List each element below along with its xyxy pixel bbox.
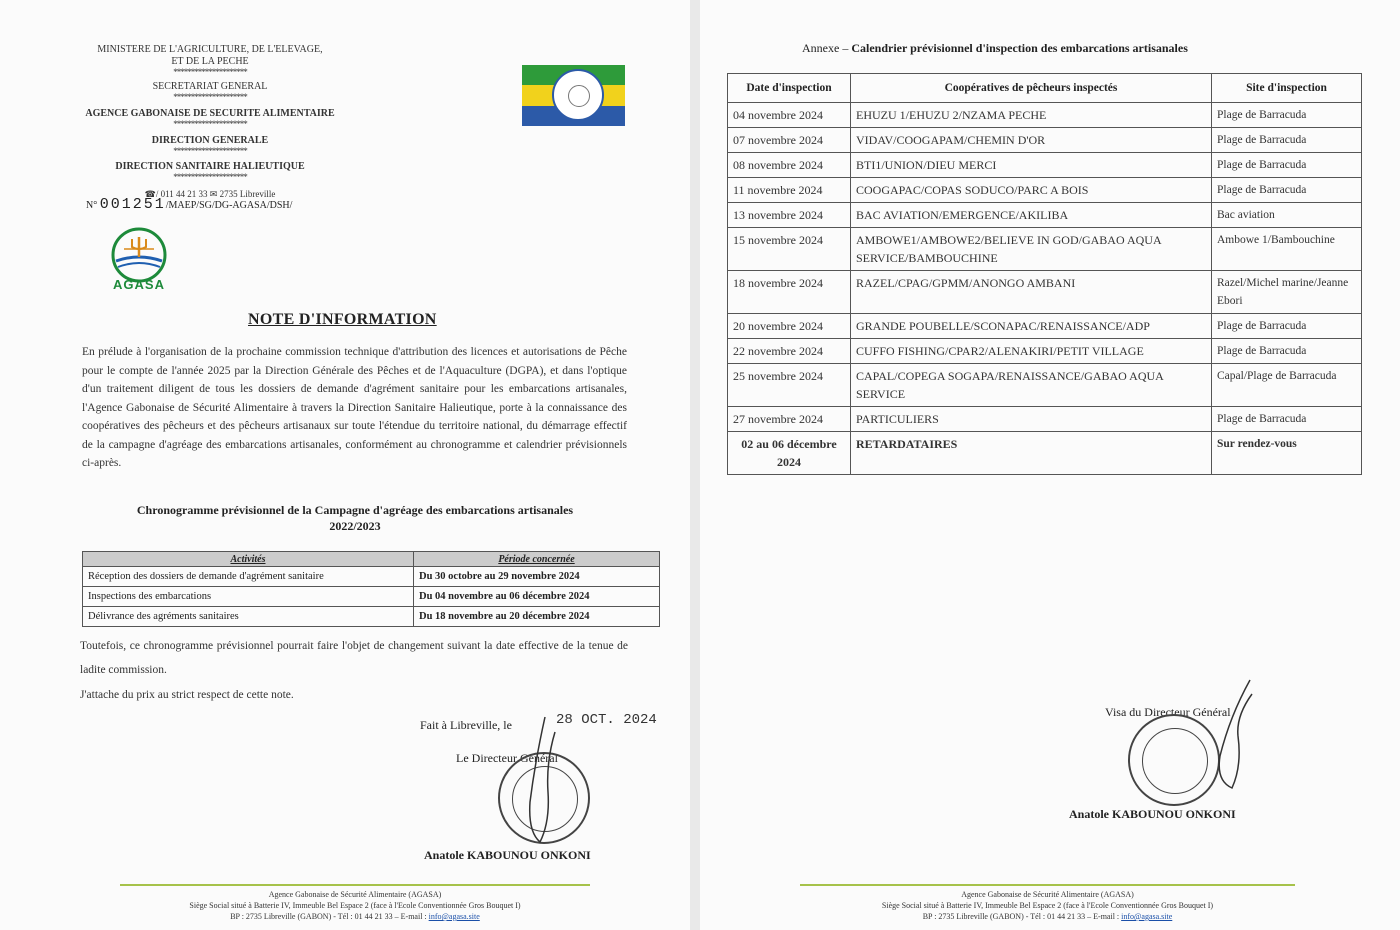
signatory-name: Anatole KABOUNOU ONKONI [1069, 807, 1236, 821]
footer-email-link[interactable]: info@agasa.site [1121, 912, 1173, 921]
date-cell: 08 novembre 2024 [728, 153, 851, 178]
footer-email-link[interactable]: info@agasa.site [428, 912, 480, 921]
gabon-flag-emblem [522, 65, 625, 126]
site-cell: Ambowe 1/Bambouchine [1212, 228, 1362, 271]
table-row [728, 364, 1362, 407]
footer-divider [120, 884, 590, 886]
date-cell: 04 novembre 2024 [728, 103, 851, 128]
activity-cell: Réception des dossiers de demande d'agrément sanitaire [83, 567, 414, 587]
footer-line: BP : 2735 Libreville (GABON) - Tél : 01 44 21 33 – E-mail : [922, 912, 1120, 921]
date-cell: 18 novembre 2024 [728, 271, 851, 314]
agasa-logo-text: AGASA [113, 277, 165, 292]
table-row [83, 567, 660, 587]
table-row [728, 432, 1362, 475]
director-title: Le Directeur Général [456, 751, 558, 765]
footer-divider [800, 884, 1295, 886]
direction-sanitaire: DIRECTION SANITAIRE HALIEUTIQUE [115, 161, 305, 172]
ref-number: 001251 [99, 196, 166, 213]
activity-cell: Inspections des embarcations [83, 587, 414, 607]
cooperatives-cell: VIDAV/COOGAPAM/CHEMIN D'OR [851, 128, 1212, 153]
column-header: Site d'inspection [1212, 74, 1362, 103]
signature-icon [500, 712, 580, 852]
date-cell: 20 novembre 2024 [728, 314, 851, 339]
ministry-name: MINISTERE DE L'AGRICULTURE, DE L'ELEVAGE, [97, 44, 323, 55]
site-cell: Plage de Barracuda [1212, 339, 1362, 364]
cooperatives-cell: AMBOWE1/AMBOWE2/BELIEVE IN GOD/GABAO AQUA SERVICE/BAMBOUCHINE [851, 228, 1212, 271]
inspection-calendar-table [727, 73, 1362, 475]
cooperatives-cell: PARTICULIERS [851, 407, 1212, 432]
date-cell: 13 novembre 2024 [728, 203, 851, 228]
date-cell: 25 novembre 2024 [728, 364, 851, 407]
ref-prefix: N° [86, 200, 98, 211]
site-cell: Plage de Barracuda [1212, 178, 1362, 203]
signature-icon [1180, 676, 1270, 796]
place-label: Fait à Libreville, le [420, 718, 512, 732]
site-cell: Capal/Plage de Barracuda [1212, 364, 1362, 407]
annexe-heading [802, 41, 1188, 56]
site-cell: Bac aviation [1212, 203, 1362, 228]
table-row [728, 228, 1362, 271]
table-row [728, 314, 1362, 339]
footer-line: Agence Gabonaise de Sécurité Alimentaire (AGASA) [961, 890, 1134, 899]
secretariat: SECRETARIAT GENERAL [152, 81, 268, 92]
date-stamp: 28 OCT. 2024 [556, 712, 657, 728]
table-row [728, 339, 1362, 364]
table-row [728, 203, 1362, 228]
chronogram-title [90, 502, 620, 534]
cooperatives-cell: COOGAPAC/COPAS SODUCO/PARC A BOIS [851, 178, 1212, 203]
agency-name: AGENCE GABONAISE DE SECURITE ALIMENTAIRE [85, 108, 335, 119]
site-cell: Plage de Barracuda [1212, 128, 1362, 153]
footer-line: Siège Social situé à Batterie IV, Immeuble Bel Espace 2 (face à l'Ecole Conventionnée Gros Bouquet I) [189, 901, 521, 910]
annexe-title: Calendrier prévisionnel d'inspection des embarcations artisanales [851, 41, 1188, 55]
signatory-name: Anatole KABOUNOU ONKONI [424, 848, 591, 862]
site-cell: Plage de Barracuda [1212, 407, 1362, 432]
agency-seal-icon [552, 69, 604, 121]
date-cell: 15 novembre 2024 [728, 228, 851, 271]
period-cell: Du 30 octobre au 29 novembre 2024 [414, 567, 660, 587]
date-cell: 22 novembre 2024 [728, 339, 851, 364]
cooperatives-cell: GRANDE POUBELLE/SCONAPAC/RENAISSANCE/ADP [851, 314, 1212, 339]
footer-line: Agence Gabonaise de Sécurité Alimentaire (AGASA) [268, 890, 442, 899]
separator: ********************* [173, 92, 247, 102]
annexe-label: Annexe – [802, 41, 849, 55]
footer [800, 884, 1295, 922]
footer-line: Siège Social situé à Batterie IV, Immeuble Bel Espace 2 (face à l'Ecole Conventionnée Gros Bouquet I) [881, 901, 1214, 910]
column-header: Activités [83, 552, 414, 567]
table-header-row [83, 552, 660, 567]
table-row [728, 153, 1362, 178]
date-cell: 11 novembre 2024 [728, 178, 851, 203]
ref-suffix: /MAEP/SG/DG-AGASA/DSH/ [165, 200, 293, 211]
table-row [728, 407, 1362, 432]
date-cell: 07 novembre 2024 [728, 128, 851, 153]
separator: ********************* [173, 146, 247, 156]
intro-paragraph: En prélude à l'organisation de la prochaine commission technique d'attribution des licences et autorisations de Pêche pour le compte de l'année 2025 par la Direction Générale des Pêches et de l'Aquaculture (DGPA), et dans l'optique d'un traitement diligent de tous les dossiers de demande d'agrément sanitaire pour les embarcations artisanales, l'Agence Gabonaise de Sécurité Alimentaire à travers la Direction Sanitaire Halieutique, porte à la connaissance des coopératives des pêcheurs et des pêcheurs artisanaux sur toute l'étendue du territoire national, du démarrage effectif de la campagne d'agréage des embarcations artisanales, conformément au chronogramme et calendrier prévisionnels ci-après. [82, 346, 627, 469]
closing-sentence: J'attache du prix au strict respect de cette note. [80, 689, 294, 701]
period-cell: Du 18 novembre au 20 décembre 2024 [414, 607, 660, 627]
footer [120, 884, 590, 922]
cooperatives-cell: RETARDATAIRES [851, 432, 1212, 475]
letterhead [60, 44, 360, 200]
direction-generale: DIRECTION GENERALE [151, 135, 269, 146]
cooperatives-cell: EHUZU 1/EHUZU 2/NZAMA PECHE [851, 103, 1212, 128]
visa-label: Visa du Directeur Général [1105, 705, 1231, 719]
cooperatives-cell: BTI1/UNION/DIEU MERCI [851, 153, 1212, 178]
site-cell: Razel/Michel marine/Jeanne Ebori [1212, 271, 1362, 314]
table-row [728, 128, 1362, 153]
chronogram-table [82, 551, 660, 627]
site-cell: Sur rendez-vous [1212, 432, 1362, 475]
contact-line: ☎/ 011 44 21 33 ✉ 2735 Libreville [144, 189, 276, 199]
column-header: Période concernée [414, 552, 660, 567]
site-cell: Plage de Barracuda [1212, 103, 1362, 128]
reference-line [86, 196, 292, 213]
note-title: NOTE D'INFORMATION [248, 311, 437, 328]
cooperatives-cell: CAPAL/COPEGA SOGAPA/RENAISSANCE/GABAO AQUA SERVICE [851, 364, 1212, 407]
separator: ********************* [173, 172, 247, 182]
cooperatives-cell: BAC AVIATION/EMERGENCE/AKILIBA [851, 203, 1212, 228]
table-row [728, 271, 1362, 314]
table-row [728, 103, 1362, 128]
date-cell: 27 novembre 2024 [728, 407, 851, 432]
footer-line: BP : 2735 Libreville (GABON) - Tél : 01 44 21 33 – E-mail : [230, 912, 427, 921]
cooperatives-cell: CUFFO FISHING/CPAR2/ALENAKIRI/PETIT VILLAGE [851, 339, 1212, 364]
table-row [83, 607, 660, 627]
ministry-name-2: ET DE LA PECHE [171, 56, 249, 67]
separator: ********************* [173, 119, 247, 129]
chronogram-years: 2022/2023 [329, 519, 381, 533]
separator: ********************* [173, 67, 247, 77]
column-header: Date d'inspection [728, 74, 851, 103]
column-header: Coopératives de pêcheurs inspectés [851, 74, 1212, 103]
site-cell: Plage de Barracuda [1212, 314, 1362, 339]
annexe-page [700, 0, 1400, 930]
period-cell: Du 04 novembre au 06 décembre 2024 [414, 587, 660, 607]
date-cell: 02 au 06 décembre 2024 [728, 432, 851, 475]
chronogram-title-text: Chronogramme prévisionnel de la Campagne d'agréage des embarcations artisanales [136, 503, 574, 517]
table-row [728, 178, 1362, 203]
note-page [0, 0, 690, 930]
activity-cell: Délivrance des agréments sanitaires [83, 607, 414, 627]
table-row [83, 587, 660, 607]
cooperatives-cell: RAZEL/CPAG/GPMM/ANONGO AMBANI [851, 271, 1212, 314]
site-cell: Plage de Barracuda [1212, 153, 1362, 178]
table-header-row [728, 74, 1362, 103]
closing-paragraph: Toutefois, ce chronogramme prévisionnel pourrait faire l'objet de changement suivant la date effective de la tenue de ladite commission. [80, 640, 628, 676]
